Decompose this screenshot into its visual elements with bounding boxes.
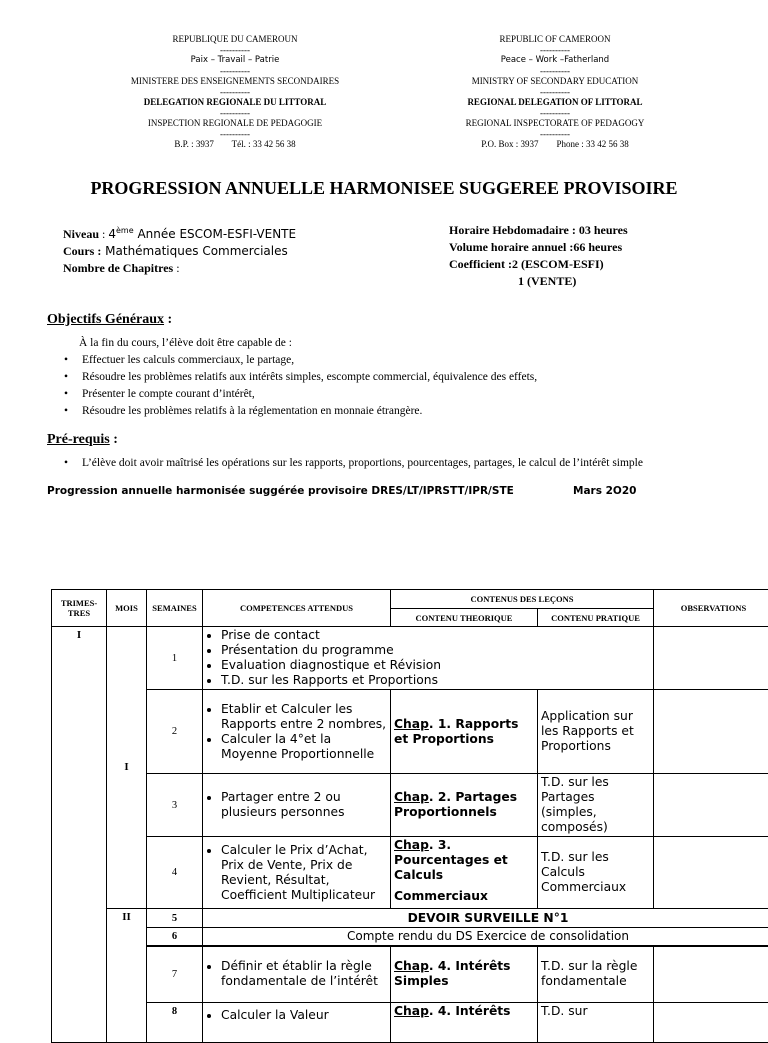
observation-cell bbox=[654, 946, 768, 1002]
objective-item: • Présenter le compte courant d’intérêt, bbox=[63, 386, 537, 403]
niveau-sup: ème bbox=[116, 226, 134, 235]
devoir-cell: DEVOIR SURVEILLE N°1 bbox=[203, 909, 768, 928]
chap-label: Chap bbox=[394, 959, 429, 973]
header-right-line: ---------- bbox=[405, 108, 705, 119]
header-left-line: DELEGATION REGIONALE DU LITTORAL bbox=[85, 97, 385, 108]
objectives-intro: À la fin du cours, l’élève doit être capable de : bbox=[63, 335, 537, 352]
observation-cell bbox=[654, 627, 768, 690]
competences-cell bbox=[203, 774, 391, 837]
competences-cell bbox=[203, 1002, 391, 1042]
chap-title: . 4. Intérêts Simples bbox=[394, 959, 511, 988]
semaine-cell: 5 bbox=[147, 909, 203, 928]
observation-cell bbox=[654, 774, 768, 837]
theorique-cell bbox=[391, 946, 538, 1002]
competences-cell bbox=[203, 837, 391, 909]
horaire-text: Horaire Hebdomadaire : 03 heures bbox=[449, 222, 628, 239]
competences-cell bbox=[203, 627, 654, 690]
course-info bbox=[63, 222, 296, 277]
objective-item: • Résoudre les problèmes relatifs aux intérêts simples, escompte commercial, équivalence des effets, bbox=[63, 369, 537, 386]
semaine-cell: 1 bbox=[147, 627, 203, 690]
header-trimestres: TRIMES-TRES bbox=[52, 590, 107, 627]
chap-label: Chap bbox=[394, 790, 429, 804]
pratique-cell: T.D. sur bbox=[538, 1002, 654, 1042]
header-left-line: INSPECTION REGIONALE DE PEDAGOGIE bbox=[85, 118, 385, 129]
progression-text: Progression annuelle harmonisée suggérée provisoire DRES/LT/IPRSTT/IPR/STE bbox=[47, 485, 514, 497]
niveau-sep: : bbox=[99, 227, 108, 241]
mois-cell: II bbox=[107, 909, 147, 1043]
theorique-cell bbox=[391, 690, 538, 774]
theorique-cell bbox=[391, 774, 538, 837]
competence-item: • Définir et établir la règle fondamentale de l’intérêt bbox=[221, 959, 387, 989]
prereq-title bbox=[47, 432, 118, 448]
objectives-list bbox=[63, 335, 537, 420]
semaine-cell: 4 bbox=[147, 837, 203, 909]
chap-label: Chap bbox=[394, 1004, 429, 1018]
competence-item: • Calculer la Valeur bbox=[221, 1008, 387, 1023]
competence-item: • Partager entre 2 ou plusieurs personnes bbox=[221, 790, 387, 820]
header-left-line: Paix – Travail – Patrie bbox=[85, 55, 385, 66]
header-theorique: CONTENU THEORIQUE bbox=[391, 609, 538, 627]
table-row bbox=[52, 774, 768, 837]
table-row bbox=[52, 909, 768, 928]
competence-item: • Evaluation diagnostique et Révision bbox=[221, 658, 650, 673]
semaine-cell: 3 bbox=[147, 774, 203, 837]
header-right-line: ---------- bbox=[405, 129, 705, 140]
header-left-line: MINISTERE DES ENSEIGNEMENTS SECONDAIRES bbox=[85, 76, 385, 87]
progression-date: Mars 2O20 bbox=[573, 485, 636, 497]
progression-reference bbox=[47, 485, 514, 497]
compte-rendu-cell: Compte rendu du DS Exercice de consolidation bbox=[203, 928, 768, 947]
pratique-cell: T.D. sur les Partages (simples, composés) bbox=[538, 774, 654, 837]
prereq-title-suffix: : bbox=[110, 432, 118, 447]
objective-item: • Effectuer les calculs commerciaux, le partage, bbox=[63, 352, 537, 369]
prereq-title-text: Pré-requis bbox=[47, 432, 110, 447]
trimestre-cell: I bbox=[52, 627, 107, 1043]
observation-cell bbox=[654, 837, 768, 909]
header-left-line: REPUBLIQUE DU CAMEROUN bbox=[85, 34, 385, 45]
header-observations: OBSERVATIONS bbox=[654, 590, 768, 627]
header-semaines: SEMAINES bbox=[147, 590, 203, 627]
pratique-cell: T.D. sur la règle fondamentale bbox=[538, 946, 654, 1002]
chapitres-sep: : bbox=[173, 261, 179, 275]
prereq-item: • L’élève doit avoir maîtrisé les opérations sur les rapports, proportions, pourcentages, partages, le calcul de l’intérêt simple bbox=[63, 457, 643, 469]
chapitres-label: Nombre de Chapitres bbox=[63, 261, 173, 275]
competences-cell bbox=[203, 946, 391, 1002]
objective-item: • Résoudre les problèmes relatifs à la réglementation en monnaie étrangère. bbox=[63, 403, 537, 420]
competences-cell bbox=[203, 690, 391, 774]
header-right-line: REGIONAL INSPECTORATE OF PEDAGOGY bbox=[405, 118, 705, 129]
header-left-line: B.P. : 3937 Tél. : 33 42 56 38 bbox=[85, 139, 385, 150]
mois-cell: I bbox=[107, 627, 147, 909]
header-right-line: P.O. Box : 3937 Phone : 33 42 56 38 bbox=[405, 139, 705, 150]
competence-item: • Etablir et Calculer les Rapports entre 2 nombres, bbox=[221, 702, 387, 732]
theorique-cell bbox=[391, 837, 538, 909]
competence-item: • Prise de contact bbox=[221, 628, 650, 643]
header-right-line: REGIONAL DELEGATION OF LITTORAL bbox=[405, 97, 705, 108]
semaine-cell: 6 bbox=[147, 928, 203, 947]
table-row bbox=[52, 946, 768, 1002]
theorique-cell bbox=[391, 1002, 538, 1042]
header-left-line: ---------- bbox=[85, 45, 385, 56]
pratique-cell: Application sur les Rapports et Proportions bbox=[538, 690, 654, 774]
chap-title-2: Commerciaux bbox=[394, 889, 534, 904]
header-right bbox=[405, 34, 705, 150]
header-left bbox=[85, 34, 385, 150]
observation-cell bbox=[654, 1002, 768, 1042]
pratique-cell: T.D. sur les Calculs Commerciaux bbox=[538, 837, 654, 909]
table-row bbox=[52, 1002, 768, 1042]
chap-title: . 2. Partages Proportionnels bbox=[394, 790, 517, 819]
table-row bbox=[52, 627, 768, 690]
header-right-line: ---------- bbox=[405, 87, 705, 98]
niveau-value: Année ESCOM-ESFI-VENTE bbox=[134, 227, 296, 241]
chap-label: Chap bbox=[394, 838, 429, 852]
table-row bbox=[52, 837, 768, 909]
header-contenus: CONTENUS DES LEÇONS bbox=[391, 590, 654, 609]
volume-text: Volume horaire annuel :66 heures bbox=[449, 239, 628, 256]
table-row bbox=[52, 690, 768, 774]
progression-table bbox=[51, 589, 768, 1043]
header-mois: MOIS bbox=[107, 590, 147, 627]
table-row bbox=[52, 928, 768, 947]
competence-item: • Calculer le Prix d’Achat, Prix de Vente, Prix de Revient, Résultat, Coefficient Multiplicateur bbox=[221, 843, 387, 903]
coefficient-vente-text: 1 (VENTE) bbox=[449, 273, 628, 290]
cours-value: Mathématiques Commerciales bbox=[101, 244, 287, 258]
chap-label: Chap bbox=[394, 717, 429, 731]
header-competences: COMPETENCES ATTENDUS bbox=[203, 590, 391, 627]
semaine-cell: 2 bbox=[147, 690, 203, 774]
coefficient-text: Coefficient :2 (ESCOM-ESFI) bbox=[449, 256, 628, 273]
header-right-line: ---------- bbox=[405, 66, 705, 77]
competence-item: • Présentation du programme bbox=[221, 643, 650, 658]
observation-cell bbox=[654, 690, 768, 774]
niveau-num: 4 bbox=[108, 227, 116, 241]
header-left-line: ---------- bbox=[85, 129, 385, 140]
cours-label: Cours : bbox=[63, 244, 101, 258]
semaine-cell: 7 bbox=[147, 946, 203, 1002]
competence-item: • Calculer la 4°et la Moyenne Proportionnelle bbox=[221, 732, 387, 762]
header-right-line: Peace – Work –Fatherland bbox=[405, 55, 705, 66]
competence-item: • T.D. sur les Rapports et Proportions bbox=[221, 673, 650, 688]
header-left-line: ---------- bbox=[85, 108, 385, 119]
chap-title: . 3. Pourcentages et Calculs bbox=[394, 838, 508, 882]
objectives-title-suffix: : bbox=[164, 312, 172, 327]
page-title: PROGRESSION ANNUELLE HARMONISEE SUGGEREE PROVISOIRE bbox=[0, 178, 768, 199]
prereq-list bbox=[63, 457, 643, 469]
header-right-line: REPUBLIC OF CAMEROON bbox=[405, 34, 705, 45]
objectives-title-text: Objectifs Généraux bbox=[47, 312, 164, 327]
niveau-label: Niveau bbox=[63, 227, 99, 241]
header-pratique: CONTENU PRATIQUE bbox=[538, 609, 654, 627]
header-right-line: ---------- bbox=[405, 45, 705, 56]
objectives-title bbox=[47, 312, 172, 328]
header-left-line: ---------- bbox=[85, 87, 385, 98]
header-right-line: MINISTRY OF SECONDARY EDUCATION bbox=[405, 76, 705, 87]
chap-title: . 4. Intérêts bbox=[429, 1004, 511, 1018]
schedule-info bbox=[449, 222, 628, 290]
header-left-line: ---------- bbox=[85, 66, 385, 77]
semaine-cell: 8 bbox=[147, 1002, 203, 1042]
chap-title: . 1. Rapports et Proportions bbox=[394, 717, 518, 746]
